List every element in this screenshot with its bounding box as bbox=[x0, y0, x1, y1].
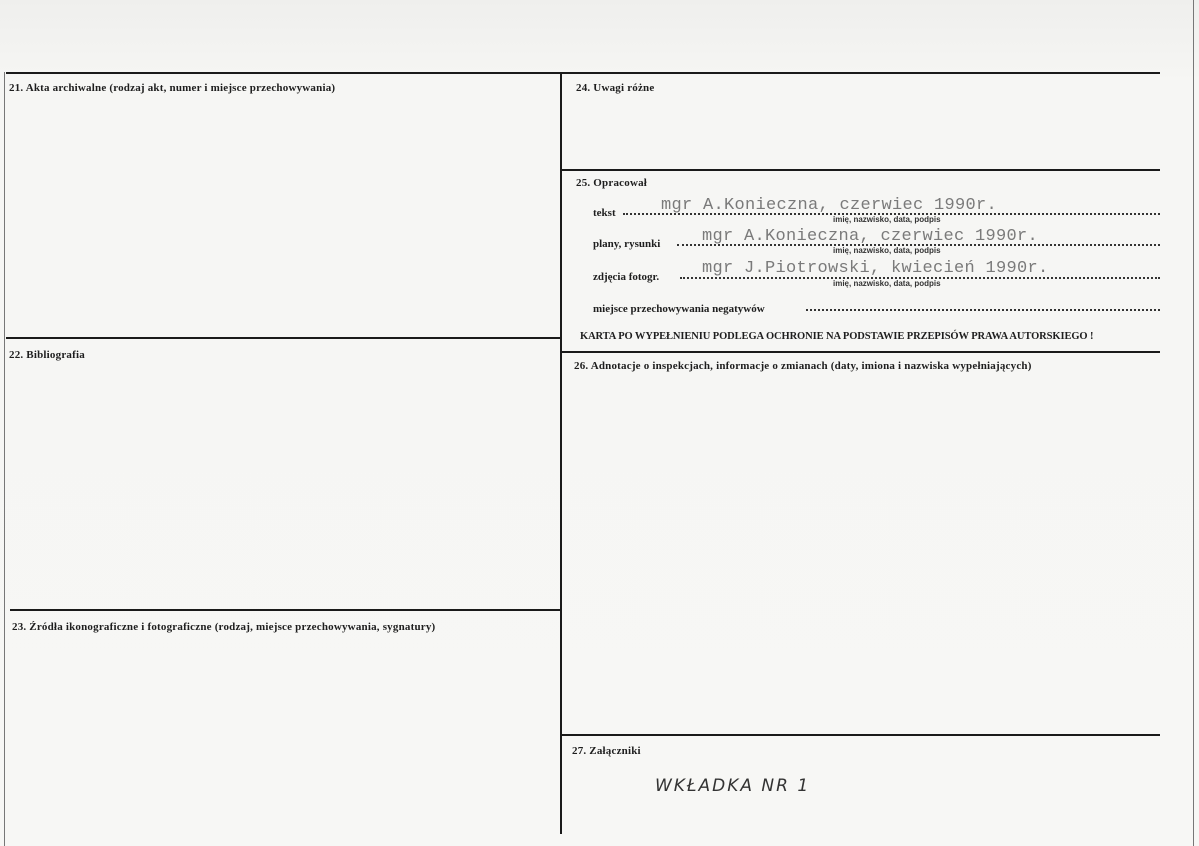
section-23-label: 23. Źródła ikonograficzne i fotograficzne (rodzaj, miejsce przechowywania, sygnatury) bbox=[12, 621, 436, 633]
copyright-notice: KARTA PO WYPEŁNIENIU PODLEGA OCHRONIE NA PODSTAWIE PRZEPISÓW PRAWA AUTORSKIEGO ! bbox=[580, 331, 1094, 342]
row-plany-label: plany, rysunki bbox=[593, 238, 661, 250]
divider-22-23 bbox=[10, 609, 562, 611]
row-zdjecia-value: mgr J.Piotrowski, kwiecień 1990r. bbox=[702, 259, 1049, 278]
row-plany-caption: imię, nazwisko, data, podpis bbox=[833, 246, 941, 255]
right-edge bbox=[1193, 0, 1194, 846]
section-22-label: 22. Bibliografia bbox=[9, 349, 85, 361]
top-border bbox=[6, 72, 1160, 74]
section-27-label: 27. Załączniki bbox=[572, 745, 641, 757]
row-zdjecia-caption: imię, nazwisko, data, podpis bbox=[833, 279, 941, 288]
section-26-label: 26. Adnotacje o inspekcjach, informacje o zmianach (daty, imiona i nazwiska wypełniających) bbox=[574, 360, 1032, 372]
row-tekst-value: mgr A.Konieczna, czerwiec 1990r. bbox=[661, 196, 998, 215]
divider-21-22 bbox=[6, 337, 562, 339]
handwritten-attachment-note: WKŁADKA NR 1 bbox=[655, 776, 811, 796]
section-24-label: 24. Uwagi różne bbox=[576, 82, 655, 94]
row-negatywy-line bbox=[806, 309, 1160, 311]
row-tekst-caption: imię, nazwisko, data, podpis bbox=[833, 215, 941, 224]
row-tekst-label: tekst bbox=[593, 207, 616, 219]
row-zdjecia-label: zdjęcia fotogr. bbox=[593, 271, 660, 283]
divider-24-25 bbox=[562, 169, 1160, 171]
row-negatywy-label: miejsce przechowywania negatywów bbox=[593, 303, 765, 315]
row-plany-value: mgr A.Konieczna, czerwiec 1990r. bbox=[702, 227, 1039, 246]
divider-25-26 bbox=[562, 351, 1160, 353]
divider-26-27 bbox=[562, 734, 1160, 736]
column-divider bbox=[560, 72, 562, 834]
section-25-label: 25. Opracował bbox=[576, 177, 648, 189]
left-edge bbox=[4, 72, 5, 846]
section-21-label: 21. Akta archiwalne (rodzaj akt, numer i miejsce przechowywania) bbox=[9, 82, 336, 94]
